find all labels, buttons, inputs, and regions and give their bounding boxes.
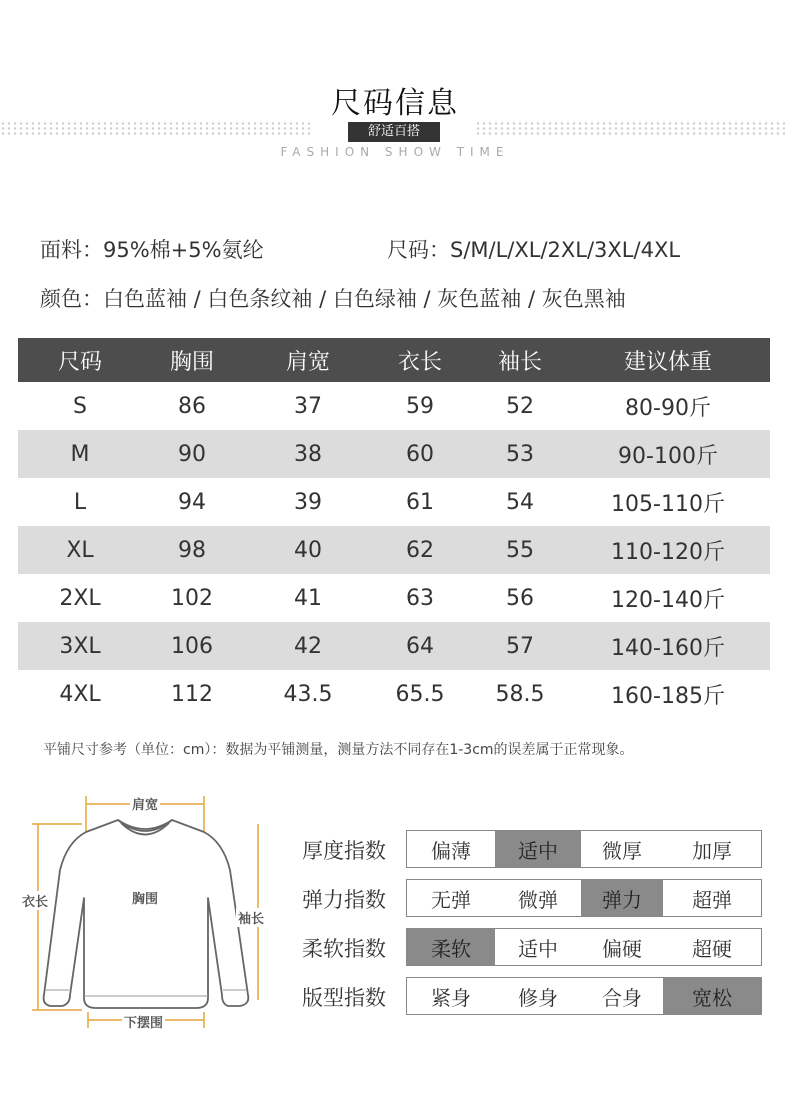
colors-info: 颜色：白色蓝袖 / 白色条纹袖 / 白色绿袖 / 灰色蓝袖 / 灰色黑袖: [40, 287, 626, 311]
cell-chest: 90: [178, 441, 206, 467]
softness-option: 偏硬: [602, 936, 642, 961]
cell-weight: 120-140斤: [611, 587, 725, 613]
subtitle-badge: 舒适百搭: [348, 122, 440, 142]
softness-index-label: 柔软指数: [302, 937, 386, 961]
cell-length: 65.5: [395, 681, 445, 707]
cell-weight: 110-120斤: [611, 539, 725, 565]
cell-weight: 105-110斤: [611, 491, 725, 517]
thickness-index-scale: [406, 830, 762, 868]
cell-length: 60: [406, 441, 434, 467]
page-title: 尺码信息: [331, 86, 459, 121]
cell-sleeve: 58.5: [495, 681, 545, 707]
elasticity-option: 超弹: [692, 887, 732, 912]
thickness-option: 适中: [495, 831, 581, 867]
cell-sleeve: 53: [506, 441, 534, 467]
sizes-info: 尺码：S/M/L/XL/2XL/3XL/4XL: [387, 238, 681, 262]
cell-sleeve: 52: [506, 393, 534, 419]
cell-chest: 86: [178, 393, 206, 419]
fit-index-label: 版型指数: [302, 986, 386, 1010]
diagram-label-chest: 胸围: [130, 888, 160, 907]
header-shoulder: 肩宽: [285, 349, 330, 375]
size-table: [18, 338, 770, 718]
softness-option: 超硬: [692, 936, 732, 961]
cell-sleeve: 55: [506, 537, 534, 563]
fit-option: 紧身: [431, 985, 471, 1010]
cell-shoulder: 40: [294, 537, 322, 563]
diagram-label-shoulder: 肩宽: [130, 794, 160, 813]
thickness-option: 加厚: [692, 838, 732, 863]
cell-shoulder: 39: [294, 489, 322, 515]
english-tagline: FASHION SHOW TIME: [280, 145, 510, 159]
softness-option: 柔软: [407, 929, 495, 965]
diagram-label-hem: 下摆围: [122, 1012, 165, 1031]
cell-chest: 112: [171, 681, 213, 707]
cell-size: XL: [66, 537, 94, 563]
thickness-option: 微厚: [602, 838, 642, 863]
cell-chest: 102: [171, 585, 213, 611]
elasticity-index-scale: [406, 879, 762, 917]
cell-size: 2XL: [59, 585, 101, 611]
softness-option: 适中: [518, 936, 558, 961]
table-row: [18, 430, 770, 478]
elasticity-option: 无弹: [431, 887, 471, 912]
cell-shoulder: 41: [294, 585, 322, 611]
thickness-index-label: 厚度指数: [302, 839, 386, 863]
cell-size: 3XL: [59, 633, 101, 659]
table-row: [18, 478, 770, 526]
thickness-option: 偏薄: [431, 838, 471, 863]
table-row: [18, 382, 770, 430]
cell-length: 64: [406, 633, 434, 659]
fit-option: 宽松: [663, 978, 761, 1014]
cell-size: S: [73, 393, 87, 419]
cell-length: 61: [406, 489, 434, 515]
cell-shoulder: 37: [294, 393, 322, 419]
cell-sleeve: 57: [506, 633, 534, 659]
fit-index-scale: [406, 977, 762, 1015]
header-weight: 建议体重: [623, 349, 712, 375]
softness-index-scale: [406, 928, 762, 966]
cell-weight: 140-160斤: [611, 635, 725, 661]
cell-length: 62: [406, 537, 434, 563]
cell-chest: 98: [178, 537, 206, 563]
table-row: [18, 622, 770, 670]
material-info: 面料：95%棉+5%氨纶: [40, 238, 264, 262]
cell-length: 59: [406, 393, 434, 419]
elasticity-index-label: 弹力指数: [302, 888, 386, 912]
measurement-note: 平铺尺寸参考（单位：cm）：数据为平铺测量，测量方法不同存在1-3cm的误差属于正常现象。: [43, 742, 634, 758]
header-length: 衣长: [397, 349, 442, 375]
cell-shoulder: 43.5: [283, 681, 333, 707]
fit-option: 修身: [518, 985, 558, 1010]
diagram-label-sleeve: 袖长: [236, 908, 266, 927]
fit-option: 合身: [602, 985, 642, 1010]
cell-size: 4XL: [59, 681, 101, 707]
header-size: 尺码: [57, 349, 102, 375]
cell-size: M: [70, 441, 90, 467]
table-row: [18, 670, 770, 718]
table-row: [18, 526, 770, 574]
dot-pattern-right: [475, 121, 785, 135]
cell-shoulder: 42: [294, 633, 322, 659]
header-sleeve: 袖长: [497, 349, 542, 375]
cell-sleeve: 54: [506, 489, 534, 515]
cell-weight: 80-90斤: [625, 395, 711, 421]
diagram-label-length: 衣长: [20, 891, 50, 910]
header-chest: 胸围: [169, 349, 214, 375]
dot-pattern-left: [0, 121, 310, 135]
elasticity-option: 弹力: [581, 880, 663, 916]
cell-length: 63: [406, 585, 434, 611]
cell-chest: 94: [178, 489, 206, 515]
cell-chest: 106: [171, 633, 213, 659]
garment-diagram: [18, 790, 288, 1040]
table-row: [18, 574, 770, 622]
cell-size: L: [73, 489, 87, 515]
cell-shoulder: 38: [294, 441, 322, 467]
table-header-row: [18, 338, 770, 382]
elasticity-option: 微弹: [518, 887, 558, 912]
cell-weight: 160-185斤: [611, 683, 725, 709]
cell-sleeve: 56: [506, 585, 534, 611]
cell-weight: 90-100斤: [618, 443, 718, 469]
